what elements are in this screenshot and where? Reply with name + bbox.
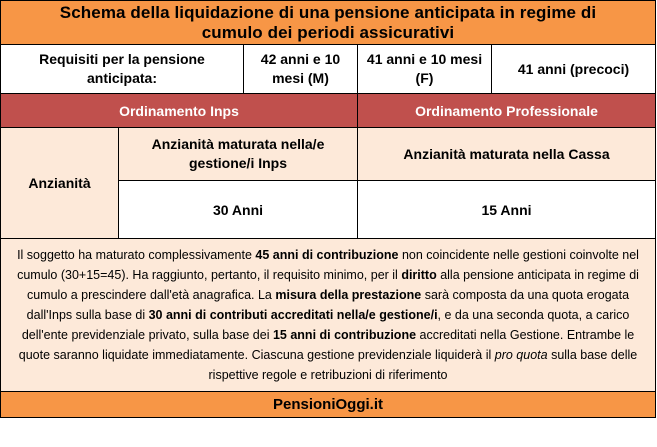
requirement-female-line-2: (F) [415,70,434,86]
desc-text-3: alla pensione anticipata in regime di cumulo a prescindere dall'età anagrafica. La [26,268,639,302]
footer-row [1,392,656,418]
desc-text-7: sulla base delle rispettive regole e retribuzioni di riferimento [208,348,638,382]
requirements-row [1,45,656,94]
desc-text-5: , e da una seconda quota, a carico dell'ente previdenziale privato, sulla base dei [21,308,630,342]
requirement-early: 41 anni (precoci) [492,45,656,94]
table-title [1,1,656,45]
seniority-cassa-value: 15 Anni [358,181,656,239]
desc-bold-right: diritto [401,268,437,282]
seniority-inps-header-line-2: gestione/i Inps [188,155,287,171]
requirements-label-line-2: anticipata: [86,70,157,86]
footer-brand: PensioniOggi.it [1,392,656,418]
seniority-header-row [1,128,656,181]
description-row [1,239,656,392]
title-line-1: Schema della liquidazione di una pensione anticipata in regime di [59,2,597,22]
title-row [1,1,656,45]
description-text [1,239,656,392]
seniority-inps-value: 30 Anni [119,181,358,239]
requirement-male [244,45,358,94]
seniority-cassa-header: Anzianità maturata nella Cassa [358,128,656,181]
seniority-inps-header [119,128,358,181]
desc-bold-benefit-measure: misura della prestazione [275,288,422,302]
desc-bold-cassa-contributions: 15 anni di contribuzione [272,328,417,342]
requirement-male-line-2: mesi (M) [272,70,329,86]
seniority-label: Anzianità [1,128,119,239]
title-line-2: cumulo dei periodi assicurativi [201,22,455,42]
requirement-female [358,45,492,94]
requirement-female-line-1: 41 anni e 10 mesi [366,51,483,67]
orders-row [1,94,656,128]
requirements-label [1,45,244,94]
requirement-male-line-1: 42 anni e 10 [260,51,341,67]
desc-text-4: sarà composta da una quota erogata dall'Inps sulla base di [26,288,630,322]
seniority-inps-header-line-1: Anzianità maturata nella/e [151,136,325,152]
desc-text-1: Il soggetto ha maturato complessivamente [17,248,256,262]
order-inps-header: Ordinamento Inps [1,94,358,128]
desc-italic-pro-quota: pro quota [494,348,548,362]
desc-bold-inps-contributions: 30 anni di contributi accreditati nella/e gestione/i [148,308,438,322]
desc-text-2: non coincidente nelle gestioni coinvolte nel cumulo (30+15=45). Ha raggiunto, pertanto, il requisito minimo, per il [17,248,639,282]
order-professional-header: Ordinamento Professionale [358,94,656,128]
requirements-label-line-1: Requisiti per la pensione [39,51,205,67]
desc-bold-contribution-total: 45 anni di contribuzione [255,248,399,262]
desc-text-6: accreditati nella Gestione. Entrambe le quote saranno liquidate immediatamente. Ciascuna gestione previdenziale liquiderà il [18,328,635,362]
